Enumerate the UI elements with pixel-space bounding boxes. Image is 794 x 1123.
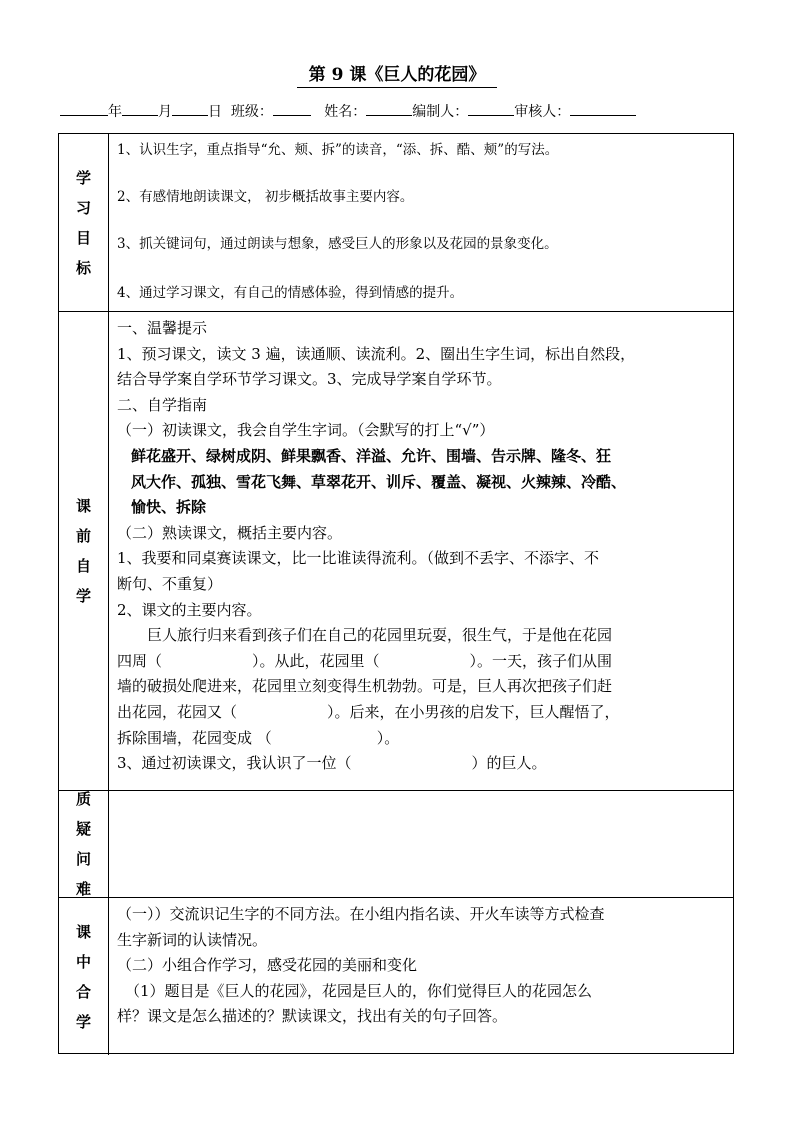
inclass-label-char: 中 (75, 952, 91, 971)
inclass-content (109, 898, 733, 1055)
day-label: 日 (208, 104, 222, 120)
day-blank[interactable] (172, 101, 208, 116)
questions-label-char: 难 (75, 880, 91, 898)
preview-line: 2、课文的主要内容。 (117, 600, 262, 619)
summary-line: 墙的破损处爬进来，花园里立刻变得生机勃勃。可是，巨人再次把孩子们赶 (117, 677, 613, 696)
preview-line: （一）初读课文，我会自学生字词。（会默写的打上“√”） (117, 421, 495, 440)
inclass-label (59, 898, 109, 1055)
preview-label-char: 学 (75, 587, 91, 605)
class-label: 班级： (230, 104, 273, 120)
month-blank[interactable] (122, 101, 158, 116)
preview-row (59, 312, 733, 791)
questions-label-char: 质 (75, 790, 91, 808)
goal-item: 2、有感情地朗读课文， 初步概括故事主要内容。 (117, 189, 414, 205)
reviewer-blank[interactable] (570, 101, 636, 116)
goals-label-char: 标 (75, 258, 91, 277)
goals-label-char: 习 (75, 198, 91, 217)
month-label: 月 (158, 104, 172, 120)
name-label: 姓名： (324, 104, 367, 120)
questions-content-area[interactable] (109, 791, 733, 897)
questions-label-char: 疑 (75, 820, 91, 838)
goals-label (59, 134, 109, 311)
preview-line: 1、预习课文，读文 3 遍，读通顺、读流利。2、圈出生字生词，标出自然段， (117, 344, 636, 363)
preview-line: 1、我要和同桌赛读课文，比一比谁读得流利。（做到不丢字、不添字、不 (117, 549, 600, 568)
goals-label-char: 目 (75, 228, 91, 247)
goal-item: 4、通过学习课文，有自己的情感体验，得到情感的提升。 (117, 285, 464, 301)
questions-row (59, 791, 733, 898)
goal-item: 3、抓关键词句，通过朗读与想象，感受巨人的形象以及花园的景象变化。 (117, 236, 558, 252)
questions-label-char: 问 (75, 850, 91, 868)
goals-content (109, 134, 733, 311)
inclass-row (59, 898, 733, 1055)
inclass-line: 生字新词的认读情况。 (117, 930, 268, 949)
goals-label-char: 学 (75, 168, 91, 187)
editor-label: 编制人： (412, 104, 469, 120)
summary-line: 出花园，花园又（ ）。后来，在小男孩的启发下，巨人醒悟了， (117, 702, 620, 721)
inclass-line: （1）题目是《巨人的花园》，花园是巨人的，你们觉得巨人的花园怎么 (125, 981, 593, 1000)
preview-label-char: 前 (75, 527, 91, 545)
preview-content (109, 312, 733, 790)
preview-last-line: 3、通过初读课文，我认识了一位（ ）的巨人。 (117, 754, 547, 773)
questions-label (59, 791, 109, 897)
word-line: 鲜花盛开、绿树成阴、鲜果飘香、洋溢、允许、围墙、告示牌、隆冬、狂 (131, 446, 612, 465)
page-title (0, 60, 794, 88)
inclass-line: （二）小组合作学习，感受花园的美丽和变化 (117, 956, 418, 975)
word-line: 愉快、拆除 (131, 498, 207, 517)
summary-first-line: 巨人旅行归来看到孩子们在自己的花园里玩耍，很生气，于是他在花园 (147, 626, 613, 645)
name-blank[interactable] (366, 101, 412, 116)
editor-blank[interactable] (468, 101, 514, 116)
goals-row (59, 134, 733, 312)
preview-label (59, 312, 109, 790)
preview-line: 结合导学案自学环节学习课文。3、完成导学案自学环节。 (117, 370, 502, 389)
class-blank[interactable] (273, 101, 311, 116)
goal-item: 1、认识生字，重点指导“允、颊、拆”的读音，“添、拆、酷、颊”的写法。 (117, 142, 559, 158)
preview-line: 二、自学指南 (117, 395, 208, 414)
preview-line: （二）熟读课文，概括主要内容。 (117, 523, 343, 542)
year-blank[interactable] (60, 101, 108, 116)
preview-line: 断句、不重复） (117, 574, 223, 593)
title-text: 第 9 课《巨人的花园》 (297, 60, 498, 88)
word-line: 风大作、孤独、雪花飞舞、草翠花开、训斥、覆盖、凝视、火辣辣、冷酷、 (131, 472, 627, 491)
summary-line: 四周（ ）。从此，花园里（ ）。一天，孩子们从围 (117, 651, 613, 670)
inclass-line: （一））交流识记生字的不同方法。在小组内指名读、开火车读等方式检查 (117, 905, 605, 923)
word-list (117, 444, 725, 521)
preview-label-char: 自 (75, 557, 91, 575)
inclass-label-char: 课 (75, 922, 91, 941)
inclass-label-char: 学 (75, 1012, 91, 1031)
year-label: 年 (108, 104, 122, 120)
preview-line: 一、温馨提示 (117, 319, 208, 337)
inclass-line: 样？课文是怎么描述的？默读课文，找出有关的句子回答。 (117, 1007, 508, 1026)
summary-line: 拆除围墙，花园变成 （ ）。 (117, 728, 400, 747)
inclass-label-char: 合 (75, 982, 91, 1001)
preview-label-char: 课 (75, 497, 91, 515)
reviewer-label: 审核人： (514, 104, 571, 120)
info-line (60, 101, 740, 121)
worksheet-table (58, 133, 734, 1054)
